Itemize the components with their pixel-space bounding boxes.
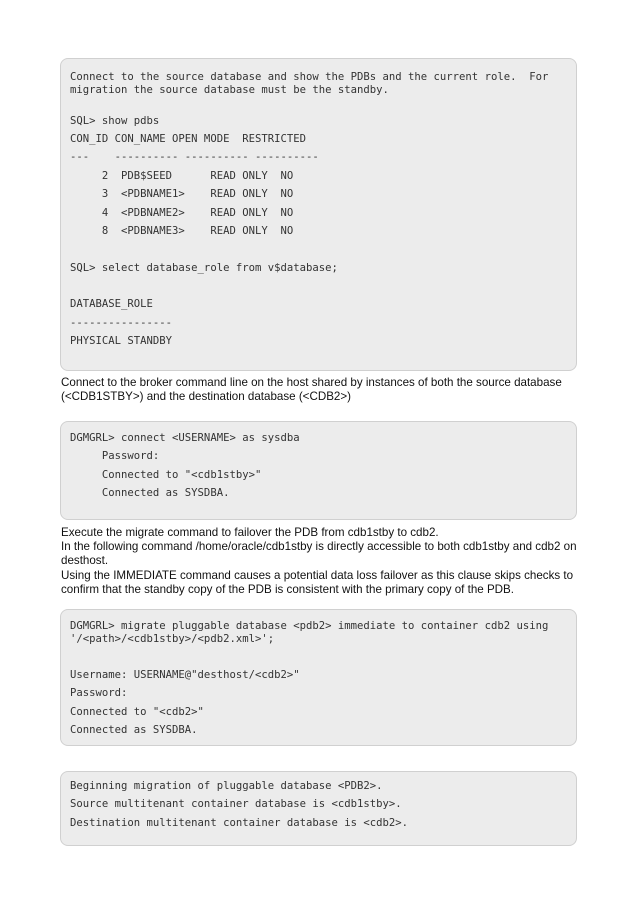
code-line: 8 <PDBNAME3> READ ONLY NO: [70, 225, 294, 237]
code-line: --- ---------- ---------- ----------: [70, 151, 319, 163]
code-line: DGMGRL> migrate pluggable database <pdb2> immediate to container cdb2 using: [70, 620, 549, 632]
paragraph-line: Using the IMMEDIATE command causes a potential data loss failover as this clause skips checks to confirm that the standby copy of the PDB is consistent with the primary copy of the PDB.: [61, 568, 574, 596]
paragraph-text: Connect to the broker command line on the host shared by instances of both the source database (<CDB1STBY>) and the destination database (<CDB2>): [61, 376, 562, 404]
code-line: Destination multitenant container database is <cdb2>.: [70, 817, 409, 829]
migrate-instructions-paragraph: [61, 526, 581, 597]
code-block-show-pdbs: [60, 58, 577, 371]
code-line: Username: USERNAME@"desthost/<cdb2>": [70, 669, 300, 681]
paragraph-line: In the following command /home/oracle/cdb1stby is directly accessible to both cdb1stby and cdb2 on desthost.: [61, 540, 577, 568]
code-line: Connected as SYSDBA.: [70, 724, 198, 736]
code-line: migration the source database must be the standby.: [70, 84, 389, 96]
code-line: PHYSICAL STANDBY: [70, 335, 173, 347]
paragraph-line: Execute the migrate command to failover the PDB from cdb1stby to cdb2.: [61, 526, 439, 539]
broker-connect-paragraph: [61, 376, 581, 404]
code-line: DATABASE_ROLE: [70, 298, 153, 310]
code-line: '/<path>/<cdb1stby>/<pdb2.xml>';: [70, 633, 275, 645]
code-block-migrate-command: [60, 609, 577, 746]
code-line: Connected to "<cdb2>": [70, 706, 204, 718]
code-line: Connect to the source database and show the PDBs and the current role. For: [70, 71, 549, 83]
code-block-migration-output: [60, 771, 577, 846]
code-line: Source multitenant container database is <cdb1stby>.: [70, 798, 402, 810]
code-line: 4 <PDBNAME2> READ ONLY NO: [70, 207, 294, 219]
code-line: Beginning migration of pluggable database <PDB2>.: [70, 780, 383, 792]
code-block-dgmgrl-connect: [60, 421, 577, 520]
code-line: DGMGRL> connect <USERNAME> as sysdba: [70, 432, 300, 444]
code-line: ----------------: [70, 317, 173, 329]
code-line: Password:: [70, 687, 128, 699]
code-line: Connected to "<cdb1stby>": [70, 469, 262, 481]
code-line: 2 PDB$SEED READ ONLY NO: [70, 170, 294, 182]
code-line: SQL> show pdbs: [70, 115, 160, 127]
code-line: Password:: [70, 450, 160, 462]
code-line: SQL> select database_role from v$database;: [70, 262, 338, 274]
code-line: CON_ID CON_NAME OPEN MODE RESTRICTED: [70, 133, 306, 145]
code-line: Connected as SYSDBA.: [70, 487, 230, 499]
code-line: 3 <PDBNAME1> READ ONLY NO: [70, 188, 294, 200]
